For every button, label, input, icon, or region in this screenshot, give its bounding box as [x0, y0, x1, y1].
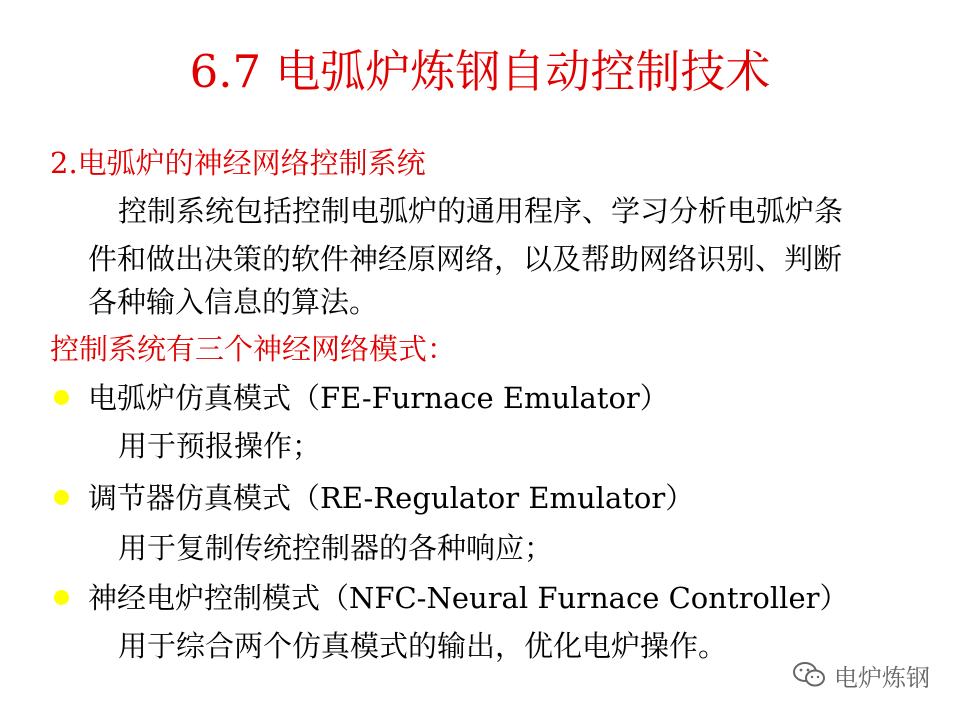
paragraph-line-2: 件和做出决策的软件神经原网络，以及帮助网络识别、判断: [88, 242, 843, 276]
wechat-icon: [792, 661, 826, 689]
bullet-dot-icon: [54, 390, 69, 405]
watermark-text: 电炉炼钢: [834, 663, 930, 692]
mode-3-name: 神经电炉控制模式（NFC-Neural Furnace Controller）: [88, 581, 849, 615]
watermark: [792, 658, 930, 692]
bullet-dot-icon: [54, 590, 69, 605]
mode-1-usage: 用于预报操作；: [118, 429, 322, 463]
mode-3-usage: 用于综合两个仿真模式的输出，优化电炉操作。: [118, 629, 728, 663]
mode-1-name: 电弧炉仿真模式（FE-Furnace Emulator）: [88, 381, 669, 415]
paragraph-line-1: 控制系统包括控制电弧炉的通用程序、学习分析电弧炉条: [118, 194, 844, 228]
section-heading: 2.电弧炉的神经网络控制系统: [50, 146, 426, 180]
mode-2-name: 调节器仿真模式（RE-Regulator Emulator）: [88, 481, 695, 515]
bullet-dot-icon: [54, 490, 69, 505]
mode-2-usage: 用于复制传统控制器的各种响应；: [118, 531, 554, 565]
slide-title: 6.7 电弧炉炼钢自动控制技术: [189, 45, 771, 98]
paragraph-line-3: 各种输入信息的算法。: [88, 285, 379, 319]
modes-heading: 控制系统有三个神经网络模式：: [50, 332, 457, 366]
